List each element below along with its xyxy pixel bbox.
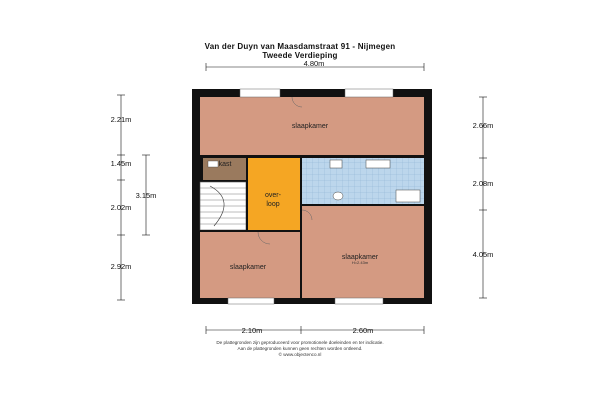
right-bedroom xyxy=(302,206,424,298)
top-width-label: 4.80m xyxy=(303,59,325,68)
left-dim-3: 2.02m xyxy=(110,203,132,212)
overloop-label-2: loop xyxy=(266,201,280,208)
disclaimer-line-1: De plattegronden zijn geproduceerd voor promotionele doeleinden en ter indicatie. xyxy=(216,340,384,345)
left-dim-2: 1.45m xyxy=(110,159,132,168)
top-bedroom-label: slaapkamer xyxy=(291,123,329,130)
right-dim-3: 4.05m xyxy=(472,250,494,259)
bottom-dimension-line xyxy=(206,326,424,334)
plan-title: Van der Duyn van Maasdamstraat 91 - Nijmegen xyxy=(204,42,396,51)
sink-icon xyxy=(208,161,218,167)
right-dim-2: 2.08m xyxy=(472,179,494,188)
kast-label: kast xyxy=(218,161,232,168)
right-bedroom-height: H=2.43m xyxy=(351,260,369,265)
overloop-label-1: over- xyxy=(265,192,281,199)
bottom-right-width-label: 2.60m xyxy=(352,326,374,335)
disclaimer-line-2: Aan de plattegronden kunnen geen rechten worden ontleend. xyxy=(237,346,363,351)
right-bedroom-label: slaapkamer xyxy=(341,254,379,261)
bottom-left-width-label: 2.10m xyxy=(241,326,263,335)
plan-subtitle: Tweede Verdieping xyxy=(262,51,338,60)
left-dim-1: 2.21m xyxy=(110,115,132,124)
copyright-line: © www.objectenco.nl xyxy=(278,352,322,357)
right-dim-1: 2.66m xyxy=(472,121,494,130)
left-inner-dim: 3.15m xyxy=(135,191,157,200)
staircase xyxy=(200,182,246,230)
left-dim-4: 2.92m xyxy=(110,262,132,271)
left-bedroom-label: slaapkamer xyxy=(229,264,267,271)
